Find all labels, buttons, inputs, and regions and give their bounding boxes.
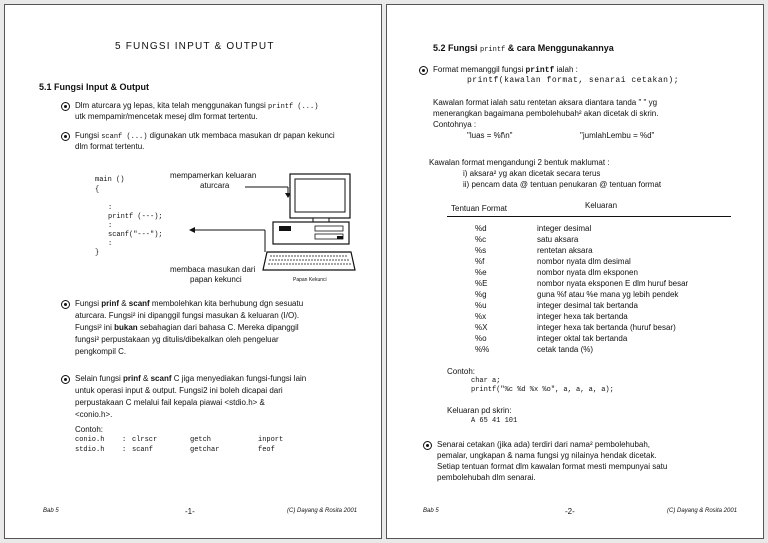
bullet-2-line-1: Fungsi scanf (...) digunakan utk membaca masukan dr papan kekunci [75,131,335,141]
paragraph-line: Kawalan format mengandungi 2 bentuk maklumat : [429,158,610,167]
lib-cell: : [122,436,127,444]
code-line: printf("%c %d %x %o", a, a, a, a); [471,386,614,394]
bullet-icon [423,441,432,450]
page-1 [4,4,382,539]
table-cell: %c [475,235,487,244]
code-line: } [95,249,100,257]
footer-copyright: (C) Dayang & Rosita 2001 [287,508,358,514]
lib-cell: scanf [132,446,154,454]
contoh-label: Contoh: [447,367,476,376]
table-divider [447,216,731,217]
keyboard-icon [263,252,355,270]
code-line: scanf("---"); [108,231,163,239]
bullet-3-line-4: fungsi² perpustakaan yg ditulis/dibekalkan oleh pengeluar [75,335,279,344]
code-line: : [108,240,113,248]
table-cell: integer hexa tak bertanda (huruf besar) [537,323,676,332]
computer-diagram [155,170,365,280]
code-line: printf (---); [108,213,163,221]
bullet-4-line-1: Selain fungsi prinf & scanf C jiga menyediakan fungsi-fungsi lain [75,374,307,383]
table-cell: %o [475,334,487,343]
code-line: : [108,204,113,212]
output-label: Keluaran pd skrin: [447,406,512,415]
table-cell: %% [475,345,490,354]
footer-chapter: Bab 5 [423,508,439,514]
lib-cell: conio.h [75,436,105,444]
table-cell: integer hexa tak bertanda [537,312,628,321]
lib-cell: inport [258,436,284,444]
bullet-2-line-2: dlm format tertentu. [75,142,145,151]
table-cell: nombor nyata eksponen E dlm huruf besar [537,279,689,288]
table-cell: satu aksara [537,235,579,244]
bullet-3-line-1: Fungsi prinf & scanf membolehkan kita berhubung dgn sesuatu [75,299,304,308]
footer-chapter: Bab 5 [43,508,59,514]
code-line: main () [95,176,125,184]
table-cell: cetak tanda (%) [537,345,594,354]
table-cell: guna %f atau %e mana yg lebih pendek [537,290,679,299]
list-item: i) aksara² yg akan dicetak secara terus [463,169,601,178]
format-intro: Format memanggil fungsi printf ialah : [433,65,578,75]
lib-cell: stdio.h [75,446,105,454]
diagram-label-output-2: aturcara [200,181,230,190]
page-2 [386,4,764,539]
lib-cell: clrscr [132,436,158,444]
bullet-4-line-4: <conio.h>. [75,410,113,419]
lib-cell: feof [258,446,275,454]
table-cell: nombor nyata dlm eksponen [537,268,638,277]
bullet-3-line-3: Fungsi² ini bukan sebahagian dari bahasa C. Mereka dipanggil [75,323,299,332]
bullet-icon [61,102,70,111]
table-cell: integer oktal tak bertanda [537,334,628,343]
page-number: -2- [565,507,575,516]
code-line: char a; [471,377,501,385]
footer-copyright: (C) Dayang & Rosita 2001 [667,508,738,514]
paragraph-line: pemalar, ungkapan & nama fungsi yg nilainya hendak dicetak. [437,451,657,460]
table-cell: %g [475,290,487,299]
table-cell: integer desimal [537,224,592,233]
bullet-icon [61,375,70,384]
output-values: A 65 41 101 [471,417,518,425]
section-heading: 5.2 Fungsi printf & cara Menggunakannya [433,43,614,54]
table-cell: %d [475,224,487,233]
lib-cell: getch [190,436,212,444]
table-cell: %E [475,279,488,288]
table-cell: %u [475,301,487,310]
lib-cell: getchar [190,446,220,454]
table-cell: nombor nyata dlm desimal [537,257,631,266]
table-cell: integer desimal tak bertanda [537,301,638,310]
paragraph-line: menerangkan bagaimana pembolehubah² akan dicetak di skrin. [433,109,659,118]
table-header: Keluaran [585,201,618,210]
paragraph-line: Contohnya : [433,120,477,129]
table-cell: %f [475,257,485,266]
bullet-icon [61,132,70,141]
code-line: { [95,186,100,194]
table-cell: %X [475,323,488,332]
paragraph-line: pembolehubah dlm senarai. [437,473,536,482]
diagram-label-input-2: papan kekunci [190,275,242,284]
bullet-4-line-2: untuk operasi input & output. Fungsi2 ini boleh dicapai dari [75,386,283,395]
diagram-label-input: membaca masukan dari [170,265,256,274]
page-title: 5 FUNGSI INPUT & OUTPUT [115,41,275,52]
diagram-label-output: mempamerkan keluaran [170,171,257,180]
keyboard-label: Papan Kekunci [293,277,327,283]
code-line: : [108,222,113,230]
bullet-3-line-2: aturcara. Fungsi² ini dipanggil fungsi masukan & keluaran (I/O). [75,311,300,320]
section-heading: 5.1 Fungsi Input & Output [39,82,149,92]
bullet-4-line-3: perpustakaan C melalui fail kepala piawai <stdio.h> & [75,398,265,407]
bullet-icon [419,66,428,75]
contoh-label: Contoh: [75,425,104,434]
bullet-1-line-1: Dlm aturcara yg lepas, kita telah menggunakan fungsi printf (...) [75,101,319,111]
table-cell: %x [475,312,487,321]
bullet-3-line-5: pengkompil C. [75,347,127,356]
cpu-icon [273,222,349,244]
printf-syntax: printf(kawalan format, senarai cetakan); [467,76,680,85]
paragraph-line: Senarai cetakan (jika ada) terdiri dari nama² pembolehubah, [437,440,651,449]
table-header: Tentuan Format [451,204,508,213]
example-format-1: "luas = %f\n" [467,131,513,140]
page-number: -1- [185,507,195,516]
lib-cell: : [122,446,127,454]
bullet-icon [61,300,70,309]
example-format-2: "jumlahLembu = %d" [580,131,655,140]
table-cell: %s [475,246,487,255]
paragraph-line: Kawalan format ialah satu rentetan aksara diantara tanda " " yg [433,98,658,107]
bullet-1-line-2: utk mempamir/mencetak mesej dlm format tertentu. [75,112,258,121]
paragraph-line: Setiap tentuan format dlm kawalan format mesti mempunyai satu [437,462,668,471]
list-item: ii) pencam data @ tentuan penukaran @ tentuan format [463,180,662,189]
table-cell: rentetan aksara [537,246,593,255]
table-cell: %e [475,268,487,277]
